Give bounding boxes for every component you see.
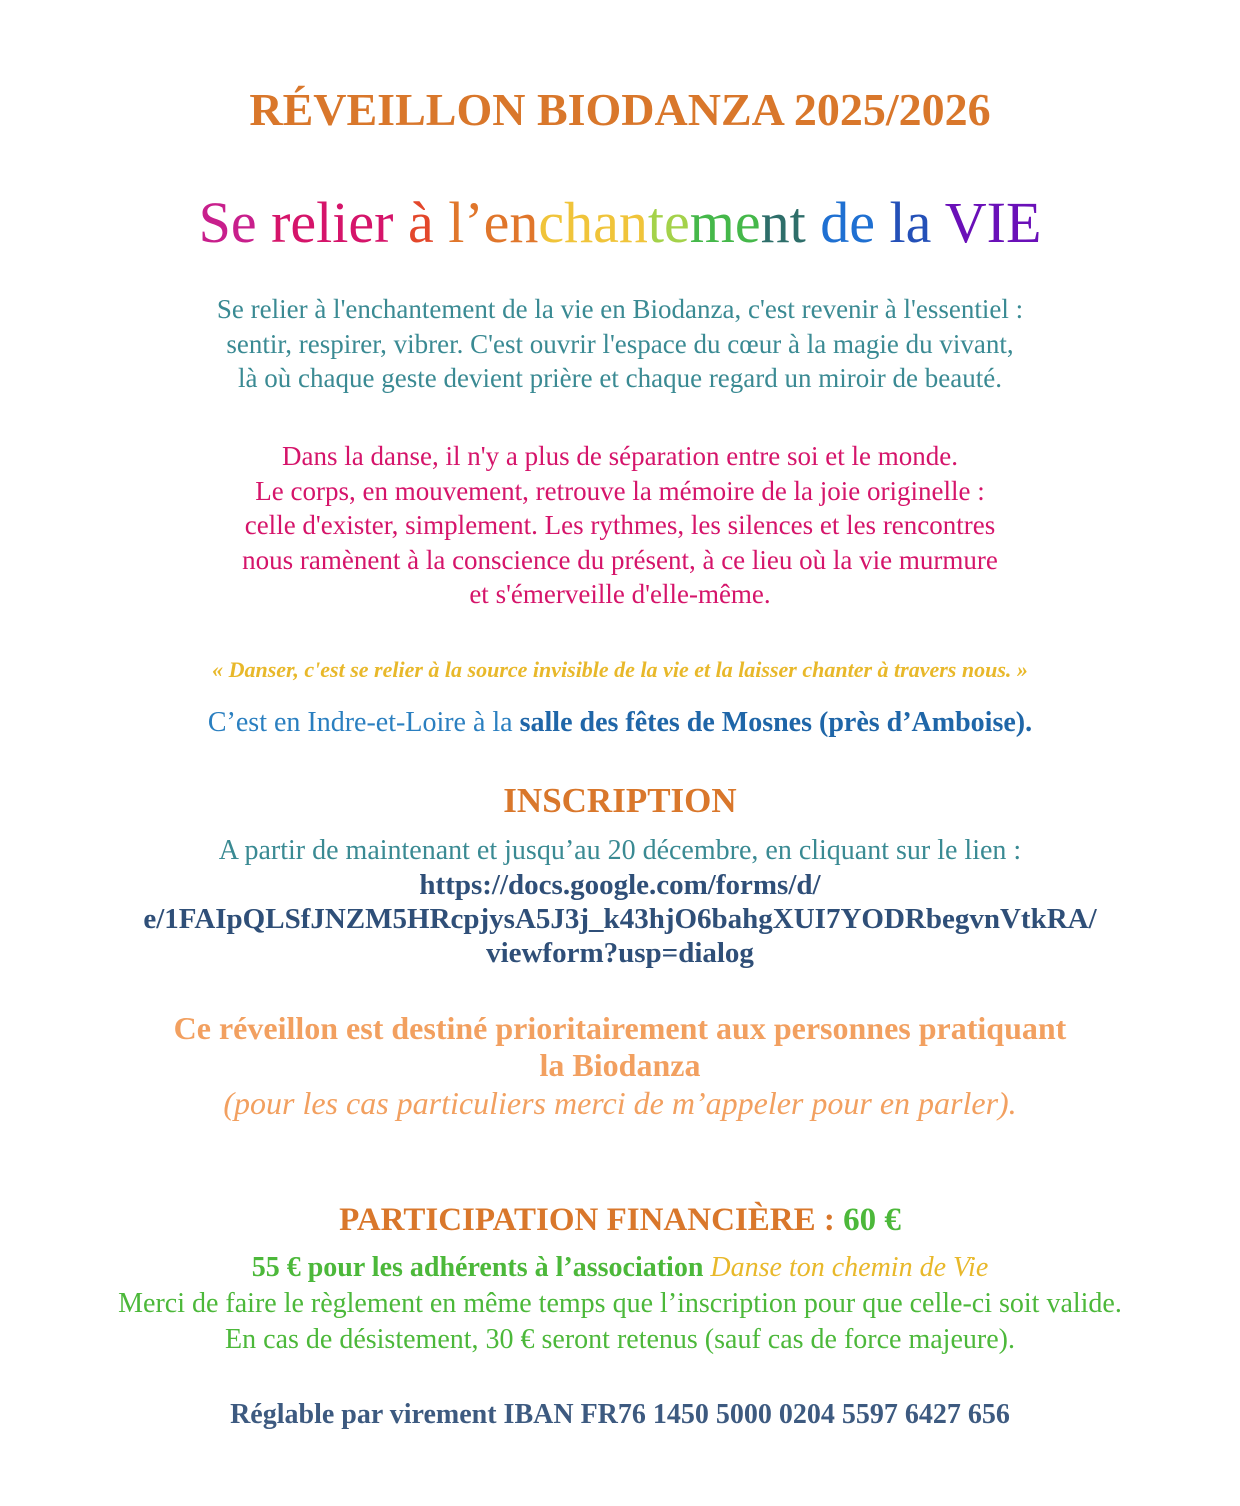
intro-line: sentir, respirer, vibrer. C'est ouvrir l'espace du cœur à la magie du vivant, (226, 328, 1014, 359)
venue-prefix: C’est en Indre-et-Loire à la (207, 707, 520, 738)
intro-line: Se relier à l'enchantement de la vie en Biodanza, c'est revenir à l'essentiel : (216, 294, 1024, 324)
association-name: Danse ton chemin de Vie (710, 1252, 989, 1283)
finance-heading-label: PARTICIPATION FINANCIÈRE : (339, 1202, 844, 1238)
venue-place: salle des fêtes de Mosnes (près d’Amboise). (519, 707, 1033, 738)
link-line[interactable]: e/1FAIpQLSfJNZM5HRcpjysA5J3j_k43hjO6bahgXUI7YODRbegvnVtkRA/ (143, 903, 1097, 935)
priority-notice (0, 1010, 1240, 1084)
intro-paragraph (0, 292, 1240, 396)
priority-line: Ce réveillon est destiné prioritairement aux personnes pratiquant (173, 1010, 1067, 1046)
inscription-heading: INSCRIPTION (503, 781, 737, 820)
dance-line: nous ramènent à la conscience du présent, à ce lieu où la vie murmure (242, 544, 998, 575)
venue-info (0, 704, 1240, 742)
priority-line: la Biodanza (539, 1047, 701, 1083)
dance-paragraph (0, 439, 1240, 612)
inscription-link[interactable] (0, 868, 1240, 970)
member-price-line (0, 1250, 1240, 1286)
subtitle-segment: te (647, 190, 690, 255)
priority-note: (pour les cas particuliers merci de m’appeler pour en parler). (223, 1085, 1017, 1121)
subtitle-segment: de (820, 190, 890, 255)
subtitle-segment: me (689, 190, 761, 255)
dance-line: et s'émerveille d'elle-même. (469, 579, 771, 609)
event-subtitle (0, 190, 1240, 256)
subtitle-segment: à (407, 190, 449, 255)
member-price: 55 € pour les adhérents à l’association (251, 1252, 711, 1283)
finance-amount: 60 € (843, 1202, 901, 1238)
subtitle-segment: nt (760, 190, 821, 255)
event-title: RÉVEILLON BIODANZA 2025/2026 (249, 84, 991, 135)
subtitle-segment: relier (271, 190, 408, 255)
payment-note: Merci de faire le règlement en même temps que l’inscription pour que celle-ci soit valide. (118, 1288, 1122, 1319)
link-line[interactable]: https://docs.google.com/forms/d/ (419, 869, 821, 901)
link-line[interactable]: viewform?usp=dialog (486, 937, 754, 969)
dance-line: Dans la danse, il n'y a plus de séparation entre soi et le monde. (282, 441, 958, 471)
subtitle-segment: VIE (944, 190, 1042, 255)
subtitle-segment: chan (538, 190, 648, 255)
inscription-text: A partir de maintenant et jusqu’au 20 décembre, en cliquant sur le lien : (218, 835, 1022, 866)
subtitle-segment: l’en (448, 190, 539, 255)
dance-quote: « Danser, c'est se relier à la source invisible de la vie et la laisser chanter à travers nous. » (212, 657, 1028, 682)
intro-line: là où chaque geste devient prière et chaque regard un miroir de beauté. (238, 363, 1002, 393)
finance-heading (0, 1198, 1240, 1242)
subtitle-segment: Se (198, 190, 272, 255)
finance-details (0, 1250, 1240, 1358)
iban-info: Réglable par virement IBAN FR76 1450 5000 0204 5597 6427 656 (230, 1399, 1010, 1430)
dance-line: Le corps, en mouvement, retrouve la mémoire de la joie originelle : (255, 475, 985, 506)
subtitle-segment: la (889, 190, 945, 255)
cancel-note: En cas de désistement, 30 € seront retenus (sauf cas de force majeure). (225, 1324, 1015, 1355)
dance-line: celle d'exister, simplement. Les rythmes, les silences et les rencontres (244, 510, 996, 540)
